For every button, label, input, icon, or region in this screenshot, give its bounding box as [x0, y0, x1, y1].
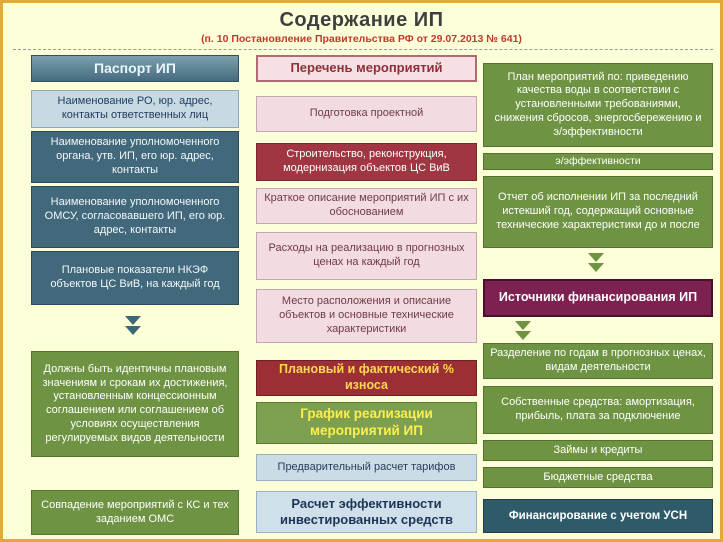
box-financing-sources: Источники финансирования ИП — [483, 279, 713, 317]
box-hidden-fragment: э/эффективности — [483, 153, 713, 170]
box-planned-indicators: Плановые показатели НКЭФ объектов ЦС ВиВ, на каждый год — [31, 251, 239, 305]
box-construction: Строительство, реконструкция, модернизация объектов ЦС ВиВ — [256, 143, 477, 181]
down-arrow-icon — [125, 315, 141, 335]
box-authorized-body: Наименование уполномоченного органа, утв. ИП, его юр. адрес, контакты — [31, 131, 239, 183]
box-identical-values: Должны быть идентичны плановым значениям и срокам их достижения, установленным концессионным соглашением или соглашением об условиях осуществления регулируемых видов деятельности — [31, 351, 239, 457]
slide-subtitle: (п. 10 Постановление Правительства РФ от 29.07.2013 № 641) — [201, 33, 522, 45]
arrow-triangle — [125, 316, 141, 325]
box-omsu: Наименование уполномоченного ОМСУ, согласовавшего ИП, его юр. адрес, контакты — [31, 186, 239, 248]
box-execution-report: Отчет об исполнении ИП за последний истекший год, содержащий основные технические характеристики до и после — [483, 176, 713, 248]
box-budget-funds: Бюджетные средства — [483, 467, 713, 488]
box-year-breakdown: Разделение по годам в прогнозных ценах, видам деятельности — [483, 343, 713, 379]
left-header-passport-ip: Паспорт ИП — [31, 55, 239, 82]
box-loans: Займы и кредиты — [483, 440, 713, 461]
arrow-triangle — [588, 263, 604, 272]
box-location-description: Место расположения и описание объектов и основные технические характеристики — [256, 289, 477, 343]
box-measures-plan: План мероприятий по: приведению качества воды в соответствии с установленными требованиями, снижения сбросов, энергосбережению и э/эффективности — [483, 63, 713, 147]
arrow-triangle — [125, 326, 141, 335]
arrow-triangle — [515, 331, 531, 340]
box-efficiency-calc: Расчет эффективности инвестированных средств — [256, 491, 477, 533]
box-implementation-schedule: График реализации мероприятий ИП — [256, 402, 477, 444]
dashed-divider — [13, 49, 713, 50]
box-expenses: Расходы на реализацию в прогнозных ценах на каждый год — [256, 232, 477, 280]
box-own-funds: Собственные средства: амортизация, прибыль, плата за подключение — [483, 386, 713, 434]
slide-title: Содержание ИП — [279, 9, 444, 31]
box-wear-percent: Плановый и фактический % износа — [256, 360, 477, 396]
box-project-preparation: Подготовка проектной — [256, 96, 477, 132]
down-arrow-icon — [515, 320, 531, 340]
middle-header-measures-list: Перечень мероприятий — [256, 55, 477, 82]
arrow-triangle — [515, 321, 531, 330]
box-usn-financing: Финансирование с учетом УСН — [483, 499, 713, 533]
box-measures-match: Совпадение мероприятий с КС и тех заданием ОМС — [31, 490, 239, 535]
down-arrow-icon — [588, 252, 604, 272]
box-brief-description: Краткое описание мероприятий ИП с их обоснованием — [256, 188, 477, 224]
box-preliminary-tariff: Предварительный расчет тарифов — [256, 454, 477, 481]
arrow-triangle — [588, 253, 604, 262]
box-ro-name: Наименование РО, юр. адрес, контакты ответственных лиц — [31, 90, 239, 128]
